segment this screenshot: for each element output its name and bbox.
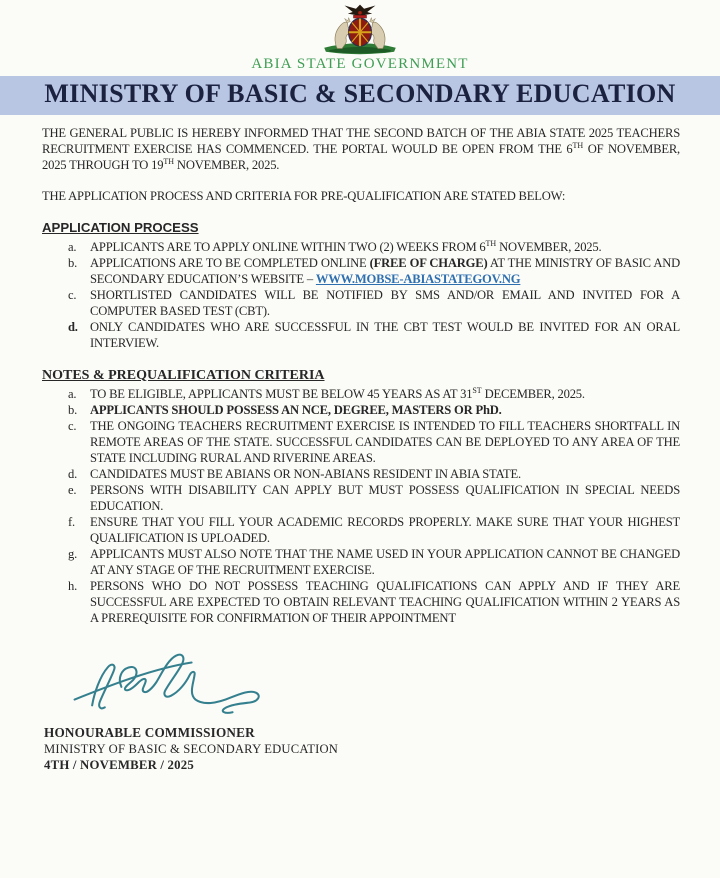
list-text: APPLICANTS ARE TO APPLY ONLINE WITHIN TWO (2) WEEKS FROM 6TH NOVEMBER, 2025. (90, 238, 602, 254)
list-text: ONLY CANDIDATES WHO ARE SUCCESSFUL IN THE CBT TEST WOULD BE INVITED FOR AN ORAL INTERVIEW. (90, 319, 680, 350)
list-letter: g. (68, 547, 78, 562)
list-item-process-c (42, 288, 680, 320)
abia-coat-of-arms-icon (302, 3, 418, 55)
list-item-notes-g (42, 547, 680, 579)
commissioner-signature (60, 643, 680, 721)
list-text: THE ONGOING TEACHERS RECRUITMENT EXERCISE IS INTENDED TO FILL TEACHERS SHORTFALL IN REMOTE AREAS OF THE STATE. SUCCESSFUL CANDIDATES CAN BE DEPLOYED TO ANY AREA OF THE STATE INCLUDING RURAL AND RIVERINE AREAS. (90, 419, 680, 466)
list-letter: f. (68, 515, 75, 530)
document-date: 4TH / NOVEMBER / 2025 (44, 758, 194, 773)
list-item-notes-c (42, 419, 680, 467)
ministry-name: MINISTRY OF BASIC & SECONDARY EDUCATION (44, 742, 339, 757)
intro-paragraph-2: THE APPLICATION PROCESS AND CRITERIA FOR PRE-QUALIFICATION ARE STATED BELOW: (42, 188, 566, 203)
list-item-notes-f (42, 515, 680, 547)
list-item-notes-d (42, 467, 680, 483)
mobse-website-link[interactable]: WWW.MOBSE-ABIASTATEGOV.NG (315, 271, 521, 286)
list-letter: d. (68, 467, 78, 482)
list-text: PERSONS WHO DO NOT POSSESS TEACHING QUALIFICATIONS CAN APPLY AND IF THEY ARE SUCCESSFUL ARE EXPECTED TO OBTAIN RELEVANT TEACHING QUALIFICATION WITHIN 2 YEARS AS A PREREQUISITE FOR CONFIRMATION OF THEIR APPOINTMENT (90, 579, 680, 626)
intro-paragraph-1: THE GENERAL PUBLIC IS HEREBY INFORMED THAT THE SECOND BATCH OF THE ABIA STATE 2025 TEACHERS RECRUITMENT EXERCISE HAS COMMENCED. THE PORTAL WOULD BE OPEN FROM THE 6TH OF NOVEMBER, 2025 THROUGH TO 19TH NOVEMBER, 2025. (42, 126, 680, 172)
list-item-notes-e (42, 483, 680, 515)
list-item-notes-b (42, 403, 680, 419)
list-letter: b. (68, 403, 78, 418)
free-of-charge-emphasis: (FREE OF CHARGE) (369, 255, 488, 270)
list-letter: a. (68, 387, 77, 402)
list-letter: a. (68, 239, 77, 254)
list-letter: d. (68, 319, 78, 334)
ordinal-superscript: TH (163, 156, 174, 166)
commissioner-title: HONOURABLE COMMISSIONER (44, 725, 255, 741)
ordinal-superscript: TH (485, 238, 497, 248)
document-header (0, 0, 720, 73)
list-letter: c. (68, 287, 77, 302)
list-item-notes-h (42, 579, 680, 627)
list-text: ENSURE THAT YOU FILL YOUR ACADEMIC RECORDS PROPERLY. MAKE SURE THAT YOUR HIGHEST QUALIFICATION IS UPLOADED. (90, 515, 680, 546)
signature-ink-icon (60, 643, 290, 721)
ordinal-superscript: ST (472, 386, 482, 396)
list-item-process-a (42, 240, 680, 256)
list-text: SHORTLISTED CANDIDATES WILL BE NOTIFIED BY SMS AND/OR EMAIL AND INVITED FOR A COMPUTER BASED TEST (CBT). (90, 287, 680, 318)
list-letter: b. (68, 255, 78, 270)
ordinal-superscript: TH (572, 140, 584, 150)
list-text: CANDIDATES MUST BE ABIANS OR NON-ABIANS RESIDENT IN ABIA STATE. (90, 467, 521, 482)
list-item-notes-a (42, 387, 680, 403)
list-text: APPLICANTS SHOULD POSSESS AN NCE, DEGREE, MASTERS OR PhD. (90, 403, 502, 418)
list-text: PERSONS WITH DISABILITY CAN APPLY BUT MUST POSSESS QUALIFICATION IN SPECIAL NEEDS EDUCATION. (90, 483, 680, 514)
list-item-process-d (42, 320, 680, 352)
ministry-banner (0, 76, 720, 115)
list-text: APPLICANTS MUST ALSO NOTE THAT THE NAME USED IN YOUR APPLICATION CANNOT BE CHANGED AT ANY STAGE OF THE RECRUITMENT EXERCISE. (90, 547, 680, 578)
list-item-process-b (42, 256, 680, 288)
list-letter: h. (68, 579, 78, 594)
document-body (42, 126, 680, 721)
signature-block (44, 725, 720, 773)
list-letter: c. (68, 419, 77, 434)
notes-criteria-heading: NOTES & PREQUALIFICATION CRITERIA (42, 367, 325, 383)
list-text: APPLICATIONS ARE TO BE COMPLETED ONLINE (FREE OF CHARGE) AT THE MINISTRY OF BASIC AND SECONDARY EDUCATION’S WEBSITE – WWW.MOBSE-ABIASTATEGOV.NG (90, 255, 680, 286)
list-letter: e. (68, 483, 77, 498)
application-process-heading: APPLICATION PROCESS (42, 219, 199, 235)
ministry-banner-title: MINISTRY OF BASIC & SECONDARY EDUCATION (44, 79, 676, 108)
list-text: TO BE ELIGIBLE, APPLICANTS MUST BE BELOW 45 YEARS AS AT 31ST DECEMBER, 2025. (90, 386, 585, 402)
intro-p1-text: THE GENERAL PUBLIC IS HEREBY INFORMED THAT THE SECOND BATCH OF THE ABIA STATE 2025 TEACHERS RECRUITMENT EXERCISE HAS COMMENCED. THE PORTAL WOULD BE OPEN FROM THE 6 (42, 126, 680, 156)
org-name: ABIA STATE GOVERNMENT (251, 56, 469, 72)
